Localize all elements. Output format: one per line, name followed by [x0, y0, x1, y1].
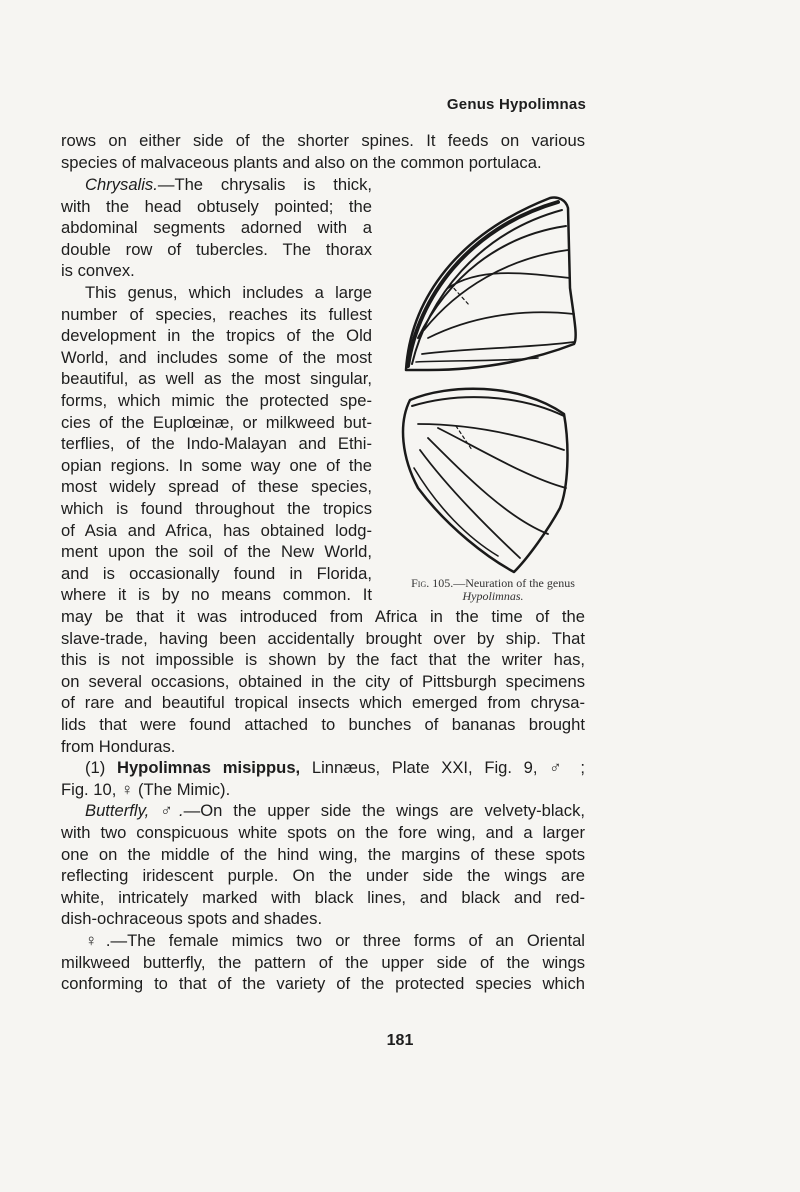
- wing-neuration-figure: [388, 188, 588, 574]
- text-line: beautiful, as well as the most singular,: [61, 369, 372, 389]
- text-line: conforming to that of the variety of the protected species which: [61, 974, 585, 994]
- fore-wing-costa: [408, 202, 558, 366]
- text-line: with two conspicuous white spots on the fore wing, and a larger: [61, 822, 585, 842]
- text-line: number of species, reaches its fullest: [61, 304, 372, 324]
- text-line: development in the tropics of the Old: [61, 326, 372, 346]
- text-line: on several occasions, obtained in the city of Pittsburgh specimens: [61, 671, 585, 691]
- text-fragment: —The chrysalis is thick,: [157, 175, 372, 194]
- figure-caption: [398, 577, 588, 603]
- text-line: of rare and beautiful tropical insects which emerged from chrysa-: [61, 693, 585, 713]
- text-line: cies of the Euplœinæ, or milkweed but-: [61, 412, 372, 432]
- hind-wing-vein: [438, 428, 566, 488]
- text-line: reflecting iridescent purple. On the under side the wings are: [61, 866, 585, 886]
- species-line-2: Fig. 10, ♀ (The Mimic).: [61, 779, 231, 799]
- text-block-wide: [61, 606, 585, 995]
- butterfly-heading: Butterfly, ♂.: [85, 801, 184, 821]
- species-number: (1): [85, 758, 106, 778]
- text-line: rows on either side of the shorter spines. It feeds on various: [61, 131, 585, 150]
- species-citation: Linnæus, Plate XXI, Fig. 9, ♂ ;: [300, 758, 585, 778]
- wing-neuration-drawing: [388, 188, 588, 574]
- caption-genus: Hypolimnas.: [462, 589, 524, 603]
- text-line: of Asia and Africa, has obtained lodg-: [61, 520, 372, 540]
- text-line: opian regions. In some way one of the: [61, 455, 372, 475]
- text-line: and is occasionally found in Florida,: [61, 563, 372, 583]
- text-line: is convex.: [61, 261, 135, 281]
- text-line: which is found throughout the tropics: [61, 498, 372, 518]
- text-line: from Honduras.: [61, 736, 176, 756]
- text-line: forms, which mimic the protected spe-: [61, 390, 372, 410]
- text-line: ♀.—The female mimics two or three forms of an Oriental: [85, 930, 585, 950]
- species-line: [61, 757, 585, 779]
- text-line: ment upon the soil of the New World,: [61, 542, 372, 562]
- text-line: with the head obtusely pointed; the: [61, 196, 372, 216]
- figure-label: Fig. 105.: [411, 576, 454, 590]
- text-line: [61, 800, 585, 822]
- text-line: double row of tubercles. The thorax: [61, 239, 372, 259]
- text-line: terflies, of the Indo-Malayan and Ethi-: [61, 434, 372, 454]
- text-line: lids that were found attached to bunches of bananas brought: [61, 714, 585, 734]
- chrysalis-heading: Chrysalis.: [85, 175, 158, 194]
- text-line: slave-trade, having been accidentally brought over by ship. That: [61, 628, 585, 648]
- text-line: This genus, which includes a large: [85, 282, 372, 302]
- text-line: World, and includes some of the most: [61, 347, 372, 367]
- hind-wing-vein: [412, 397, 564, 416]
- text-block-narrow: [61, 174, 372, 606]
- caption-text: —Neuration of the genus: [453, 576, 575, 590]
- page-number: 181: [386, 1032, 414, 1049]
- hind-wing-vein: [414, 468, 498, 556]
- text-line: may be that it was introduced from Africa in the time of the: [61, 607, 585, 626]
- fore-wing-vein: [428, 312, 574, 338]
- text-block-top: [61, 130, 585, 173]
- fore-wing-vein: [448, 273, 570, 288]
- text-line: species of malvaceous plants and also on the common portulaca.: [61, 152, 542, 172]
- text-line: milkweed butterfly, the pattern of the upper side of the wings: [61, 952, 585, 972]
- species-name: Hypolimnas misippus,: [116, 758, 301, 778]
- text-line: [61, 174, 372, 196]
- text-line: one on the middle of the hind wing, the margins of these spots: [61, 844, 585, 864]
- running-head: Genus Hypolimnas: [446, 96, 586, 113]
- hind-wing-vein: [418, 424, 564, 450]
- text-line: dish-ochraceous spots and shades.: [61, 909, 323, 929]
- text-line: white, intricately marked with black lines, and black and red-: [61, 887, 585, 907]
- text-line: abdominal segments adorned with a: [61, 218, 372, 238]
- text-fragment: —On the upper side the wings are velvety-black,: [183, 801, 585, 821]
- text-line: most widely spread of these species,: [61, 477, 372, 497]
- text-line: where it is by no means common. It: [61, 585, 372, 605]
- text-line: this is not impossible is shown by the fact that the writer has,: [61, 650, 585, 670]
